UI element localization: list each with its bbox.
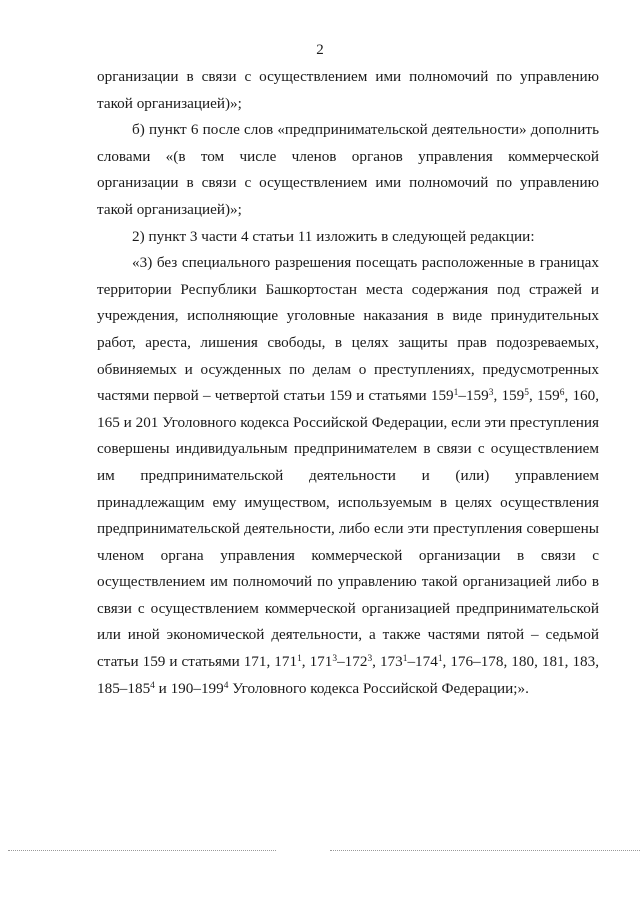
- text-run: , 159: [493, 387, 525, 405]
- text-run: , 176–178, 180, 181, 183, 185–185: [97, 653, 600, 697]
- text-run: «3) без специального разрешения посещать расположенные в границах территории Республики Башкортостан места содержания под стражей и учреждения, исполняющие уголовные наказания в виде принудительных работ, ареста, лишения свободы, в целях защиты прав подозреваемых, обвиняемых и осужденных по делам о преступлениях, предусмотренных частями первой – четвертой статьи 159 и статьями 159: [97, 254, 599, 405]
- superscript: 3: [367, 653, 373, 664]
- text-run: , 171: [301, 653, 333, 671]
- paragraph-item-2: 2) пункт 3 части 4 статьи 11 изложить в следующей редакции:: [132, 227, 535, 245]
- text-run: , 173: [372, 653, 403, 671]
- superscript: 3: [488, 387, 494, 398]
- text-run: , 160, 165 и 201 Уголовного кодекса Российской Федерации, если эти преступления совершены индивидуальным предпринимателем в связи с осуществлением им предпринимательской деятельности и (или) управлением принадлежащим ему имуществом, используемым в целях осуществления предпринимательской деятельности, либо если эти преступления совершены членом органа управления коммерческой организации в связи с осуществлением им полномочий по управлению такой организацией либо в связи с осуществлением коммерческой организацией предпринимательской или иной экономической деятельности, а также частями пятой – седьмой статьи 159 и статьями 171, 171: [97, 387, 600, 671]
- page-number: 2: [316, 42, 324, 58]
- superscript: 4: [150, 680, 155, 691]
- text-run: , 159: [528, 387, 560, 405]
- superscript: 4: [223, 680, 229, 691]
- superscript: 5: [524, 387, 529, 398]
- superscript: 1: [453, 387, 459, 398]
- superscript: 1: [437, 653, 443, 664]
- superscript: 1: [297, 653, 302, 664]
- scan-edge-line-right: [330, 850, 640, 851]
- text-run: –172: [337, 653, 368, 671]
- superscript: 6: [559, 387, 565, 398]
- document-body: [97, 64, 599, 702]
- paragraph-item-b: б) пункт 6 после слов «предпринимательской деятельности» дополнить словами «(в том числе членов органов управления коммерческой организации в связи с осуществлением ими полномочий по управлению такой организацией)»;: [97, 121, 599, 218]
- superscript: 1: [402, 653, 408, 664]
- text-run: и 190–199: [154, 679, 224, 697]
- text-run: –159: [458, 387, 489, 405]
- text-run: Уголовного кодекса Российской Федерации;».: [228, 679, 529, 697]
- scan-edge-line-left: [8, 850, 276, 851]
- superscript: 3: [332, 653, 338, 664]
- paragraph-item-3-quote: [97, 250, 599, 702]
- paragraph-continuation: организации в связи с осуществлением ими полномочий по управлению такой организацией)»;: [97, 68, 599, 112]
- text-run: –174: [407, 653, 438, 671]
